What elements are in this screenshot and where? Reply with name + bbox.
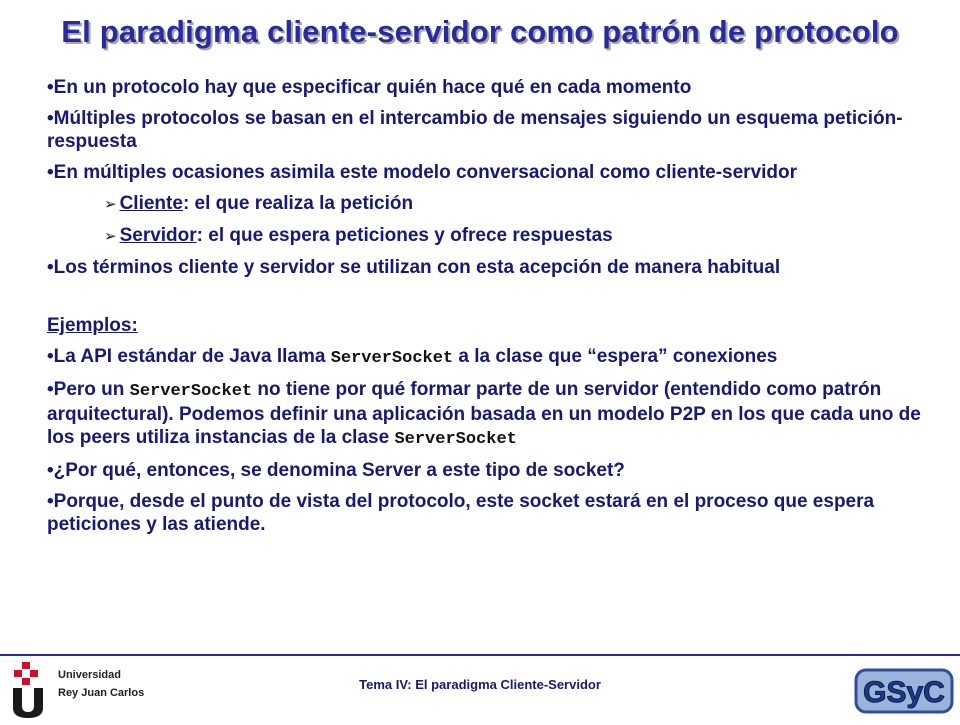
footer-text: Tema IV: El paradigma Cliente-Servidor [359, 677, 601, 692]
examples-heading: Ejemplos: [47, 315, 138, 336]
bullet-3: •En múltiples ocasiones asimila este modelo conversacional como cliente-servidor [47, 162, 798, 183]
example-1: •La API estándar de Java llama ServerSocket a la clase que “espera” conexiones [47, 346, 778, 368]
slide-body [47, 76, 927, 544]
slide-title: El paradigma cliente-servidor como patrón de protocolo [61, 14, 899, 49]
bullet-1: •En un protocolo hay que especificar quién hace qué en cada momento [47, 77, 692, 98]
example-4: •Porque, desde el punto de vista del protocolo, este socket estará en el proceso que espera peticiones y las atiende. [47, 491, 875, 535]
gsyc-logo-graphic [852, 664, 956, 718]
urjc-emblem-icon [8, 660, 52, 720]
example-2: •Pero un ServerSocket no tiene por qué formar parte de un servidor (entendido como patrón arquitectural). Podemos definir una aplicación basada en un modelo P2P en los que cada uno de los peers utiliza instancias de la clase ServerSocket [47, 379, 921, 449]
sub-item-cliente: ➢ Cliente: el que realiza la petición [104, 193, 414, 214]
urjc-logo [8, 660, 168, 720]
urjc-line-1: Universidad [58, 669, 121, 681]
sub-item-servidor: ➢ Servidor: el que espera peticiones y ofrece respuestas [104, 225, 613, 246]
gsyc-logo [852, 664, 956, 718]
arrow-bullet-icon: ➢ [104, 196, 117, 213]
bullet-4: •Los términos cliente y servidor se utilizan con esta acepción de manera habitual [47, 257, 781, 278]
example-3: •¿Por qué, entonces, se denomina Server a este tipo de socket? [47, 460, 625, 481]
bullet-2: •Múltiples protocolos se basan en el intercambio de mensajes siguiendo un esquema petición-respuesta [47, 108, 903, 152]
arrow-bullet-icon: ➢ [104, 228, 117, 245]
footer-divider [0, 654, 960, 656]
urjc-line-2: Rey Juan Carlos [58, 687, 145, 699]
gsyc-logo-text: GSyC [863, 676, 945, 709]
